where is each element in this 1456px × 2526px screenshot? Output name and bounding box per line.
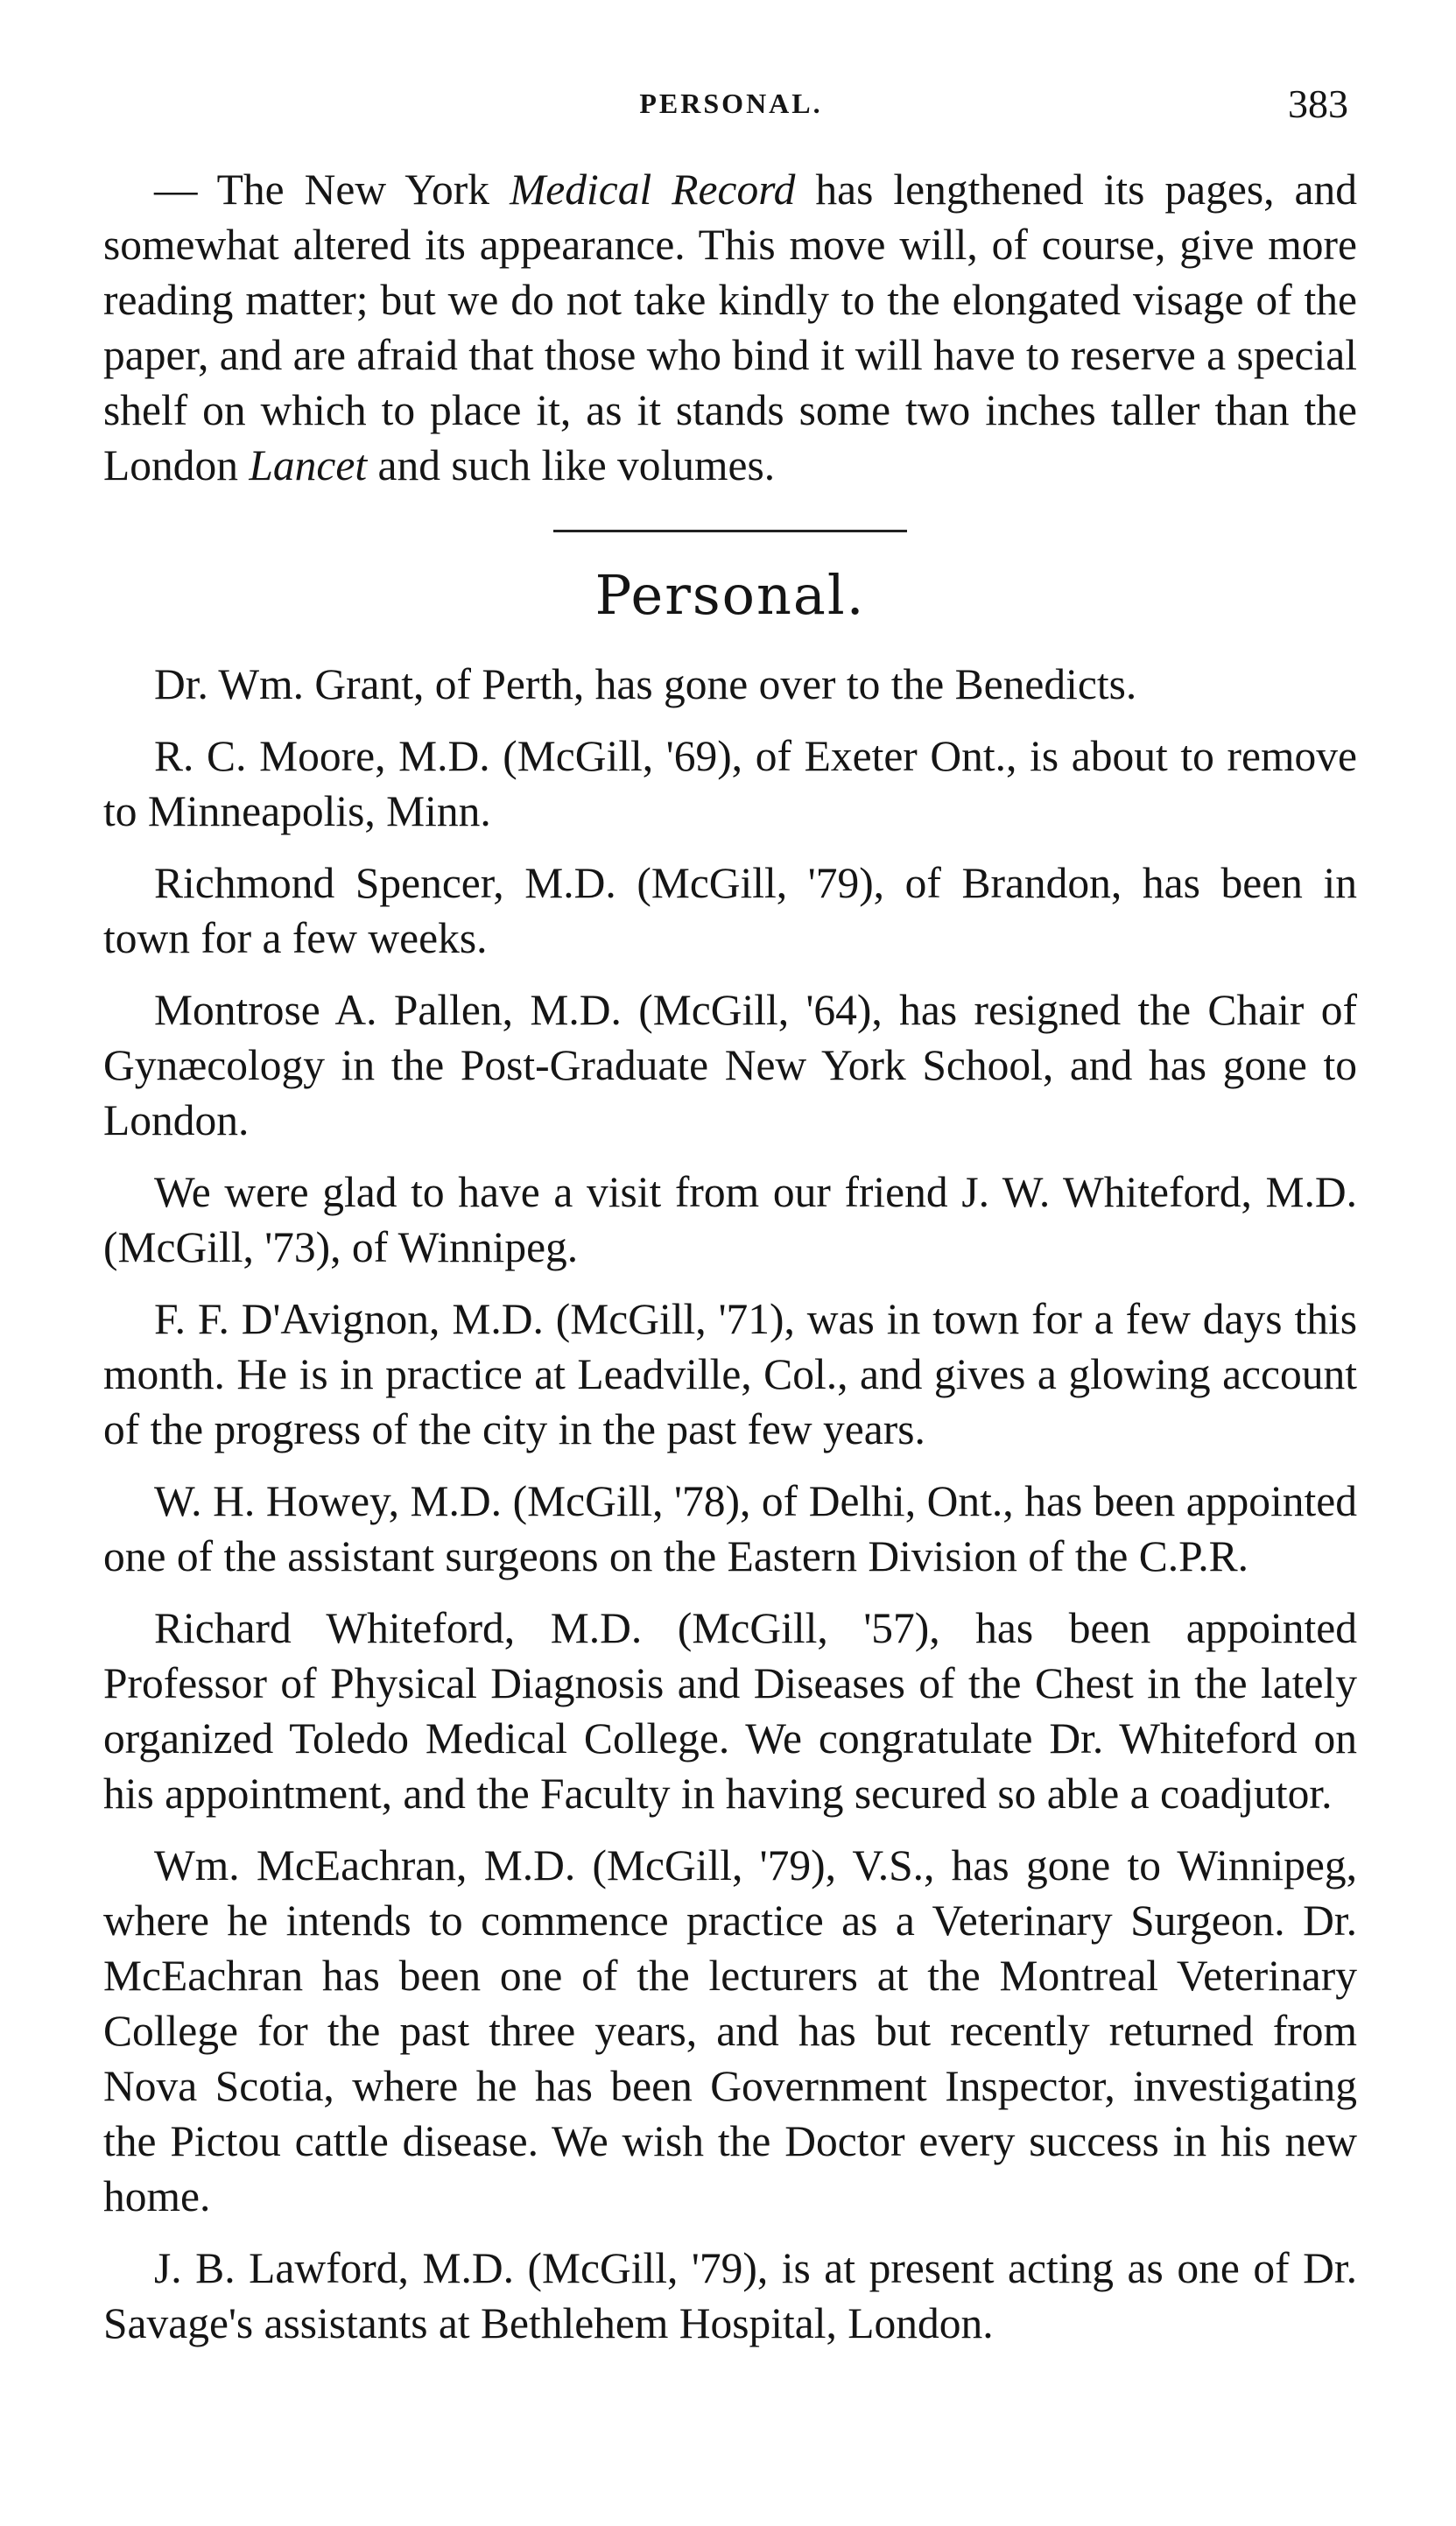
- personal-item: Montrose A. Pallen, M.D. (McGill, '64), has resigned the Chair of Gynæcology in the Post-Graduate New York School, and has gone to London.: [103, 986, 1357, 1144]
- intro-text-3: and such like volumes.: [367, 441, 776, 489]
- personal-item: We were glad to have a visit from our friend J. W. Whiteford, M.D. (McGill, '73), of Winnipeg.: [103, 1168, 1357, 1271]
- personal-item: J. B. Lawford, M.D. (McGill, '79), is at present acting as one of Dr. Savage's assistants at Bethlehem Hospital, London.: [103, 2244, 1357, 2347]
- page-number: 383: [1288, 81, 1348, 126]
- section-heading: Personal.: [594, 563, 866, 627]
- personal-item: Richard Whiteford, M.D. (McGill, '57), has been appointed Professor of Physical Diagnosis and Diseases of the Chest in the lately organized Toledo Medical College. We congratulate Dr. Whiteford on his appointment, and the Faculty in having secured so able a coadjutor.: [103, 1604, 1357, 1818]
- running-title: PERSONAL.: [639, 88, 823, 119]
- intro-italic-lancet: Lancet: [249, 441, 368, 489]
- intro-text-1: — The New York: [154, 165, 510, 214]
- personal-item: Richmond Spencer, M.D. (McGill, '79), of Brandon, has been in town for a few weeks.: [103, 859, 1357, 962]
- personal-item: W. H. Howey, M.D. (McGill, '78), of Delhi, Ont., has been appointed one of the assistant surgeons on the Eastern Division of the C.P.R.: [103, 1477, 1357, 1580]
- intro-text-2: has lengthened its pages, and somewhat altered its appearance. This move will, of course, give more reading matter; but we do not take kindly to the elongated visage of the paper, and are afraid that those who bind it will have to reserve a special shelf on which to place it, as it stands some two inches taller than the London: [103, 165, 1357, 489]
- personal-item: Wm. McEachran, M.D. (McGill, '79), V.S., has gone to Winnipeg, where he intends to commence practice as a Veterinary Surgeon. Dr. McEachran has been one of the lecturers at the Montreal Veterinary College for the past three years, and has but recently returned from Nova Scotia, where he has been Government Inspector, investigating the Pictou cattle disease. We wish the Doctor every success in his new home.: [103, 1841, 1357, 2220]
- intro-paragraph: [103, 162, 1357, 493]
- personal-item: F. F. D'Avignon, M.D. (McGill, '71), was in town for a few days this month. He is in practice at Leadville, Col., and gives a glowing account of the progress of the city in the past few years.: [103, 1295, 1357, 1453]
- personal-item: R. C. Moore, M.D. (McGill, '69), of Exeter Ont., is about to remove to Minneapolis, Minn.: [103, 732, 1357, 835]
- running-head: [96, 81, 1366, 124]
- section-divider: [553, 530, 907, 532]
- body-text: [103, 162, 1357, 2368]
- personal-item: Dr. Wm. Grant, of Perth, has gone over to the Benedicts.: [154, 660, 1137, 708]
- intro-italic-journal: Medical Record: [510, 165, 796, 214]
